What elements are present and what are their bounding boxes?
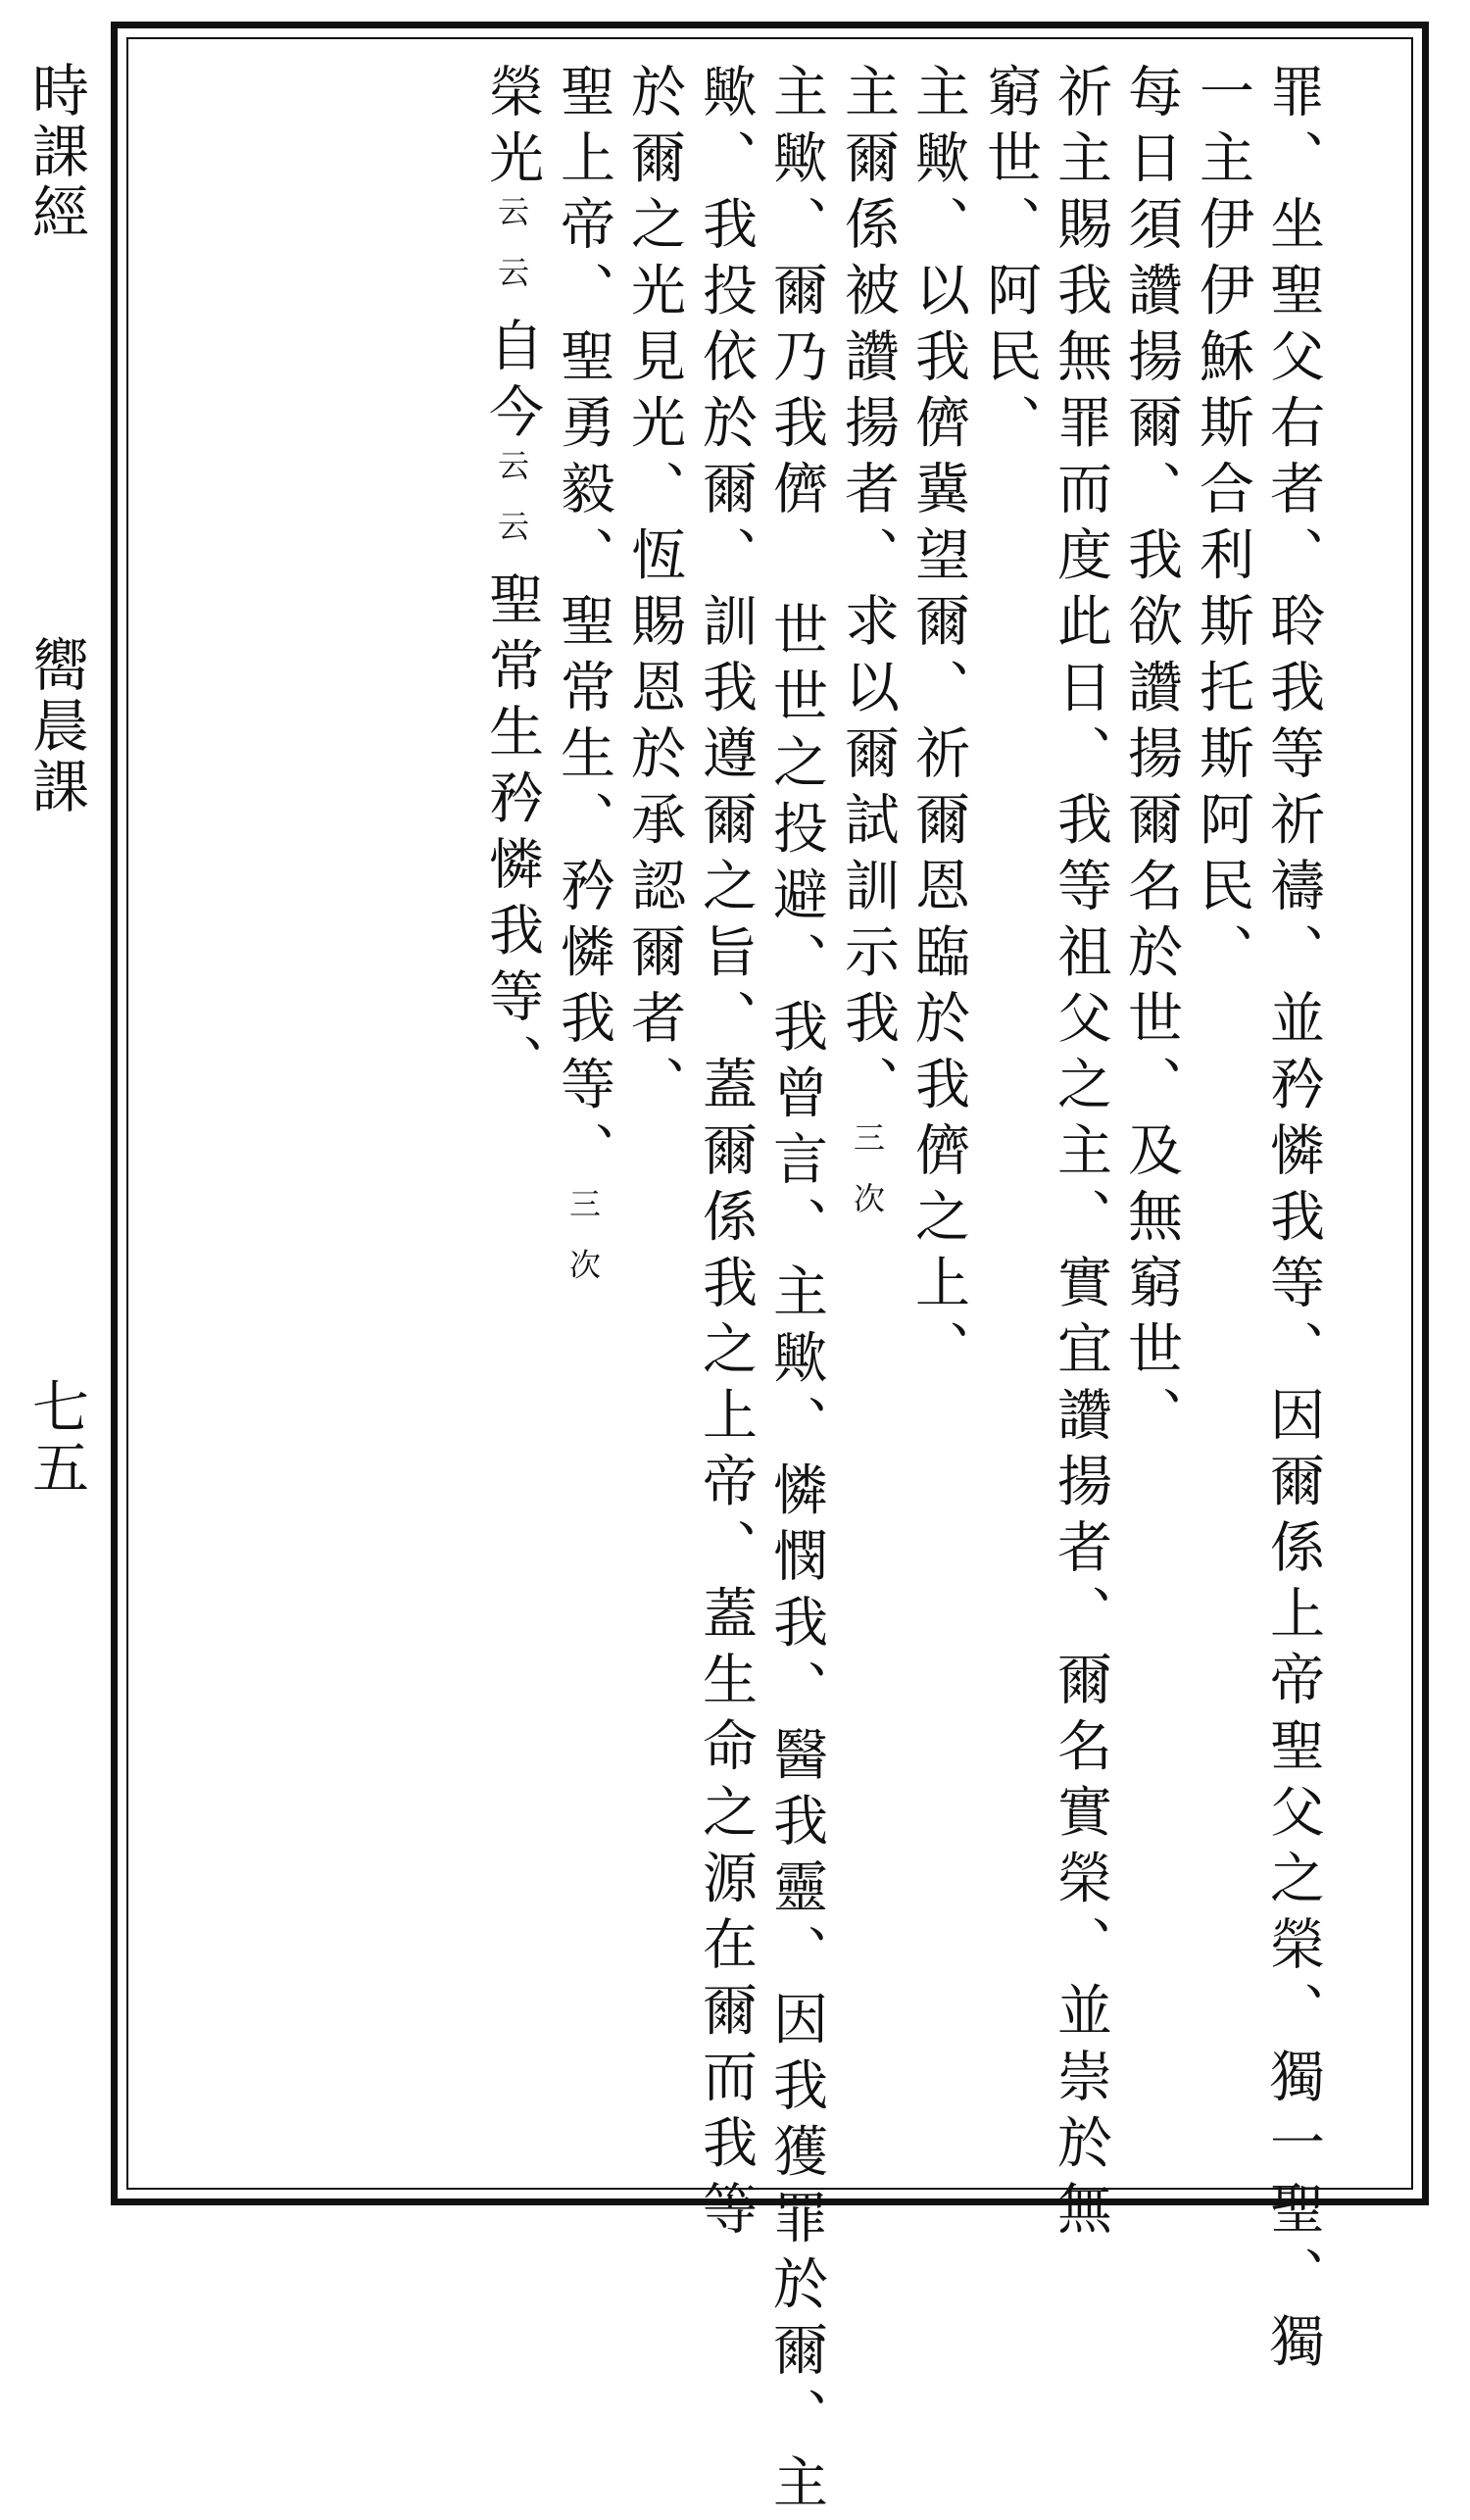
section-title: 嚮晨課 [23,635,89,817]
column-12-text-final: 聖常生矜憐我等、 [480,570,544,1100]
text-column-5: 窮世、阿民、 [978,63,1042,460]
column-12-text-glory: 榮光 [480,63,544,195]
text-column-2: 一主伊伊穌斯合利斯托斯阿民、 [1191,63,1254,989]
column-7-text: 主爾係被讚揚者、求以爾試訓示我、 [836,63,900,1121]
text-column-8: 主歟、爾乃我儕 世世之投避、我曾言、主歟、憐憫我、醫我靈、因我獲罪於爾、主 [764,63,828,2520]
text-column-6: 主歟、以我儕冀望爾、祈爾恩臨於我儕之上、 [906,63,970,1386]
book-title: 時課經 [23,61,89,243]
repeat-note-three-times: 三次 [564,1187,602,1309]
text-column-7 [832,63,903,1243]
text-column-3: 每日須讚揚爾、我欲讚揚爾名於世、及無窮世、 [1119,63,1183,1453]
text-column-10: 於爾之光見光、恆賜恩於承認爾者、 [622,63,686,1121]
column-12-note-2: 云云 [493,449,530,570]
column-12-note-1: 云云 [493,195,530,317]
page-number: 七五 [23,1377,89,1499]
column-12-text-now: 自今 [480,317,544,449]
column-11-text: 聖上帝、聖勇毅、聖常生、矜憐我等、 [552,63,615,1188]
text-column-11 [548,63,618,1309]
repeat-note-three-times: 三次 [849,1121,886,1243]
text-column-4: 祈主賜我無罪而度此日、我等祖父之主、實宜讚揚者、爾名實榮、並崇於無 [1049,63,1112,2247]
text-column-12 [476,63,547,1100]
text-column-9: 歟、我投依於爾、訓我遵爾之旨、蓋爾係我之上帝、蓋生命之源在爾而我等 [694,63,758,2247]
text-column-1: 罪、坐聖父右者、聆我等祈禱、並矜憐我等、因爾係上帝聖父之榮、獨一聖、獨 [1261,63,1325,2379]
